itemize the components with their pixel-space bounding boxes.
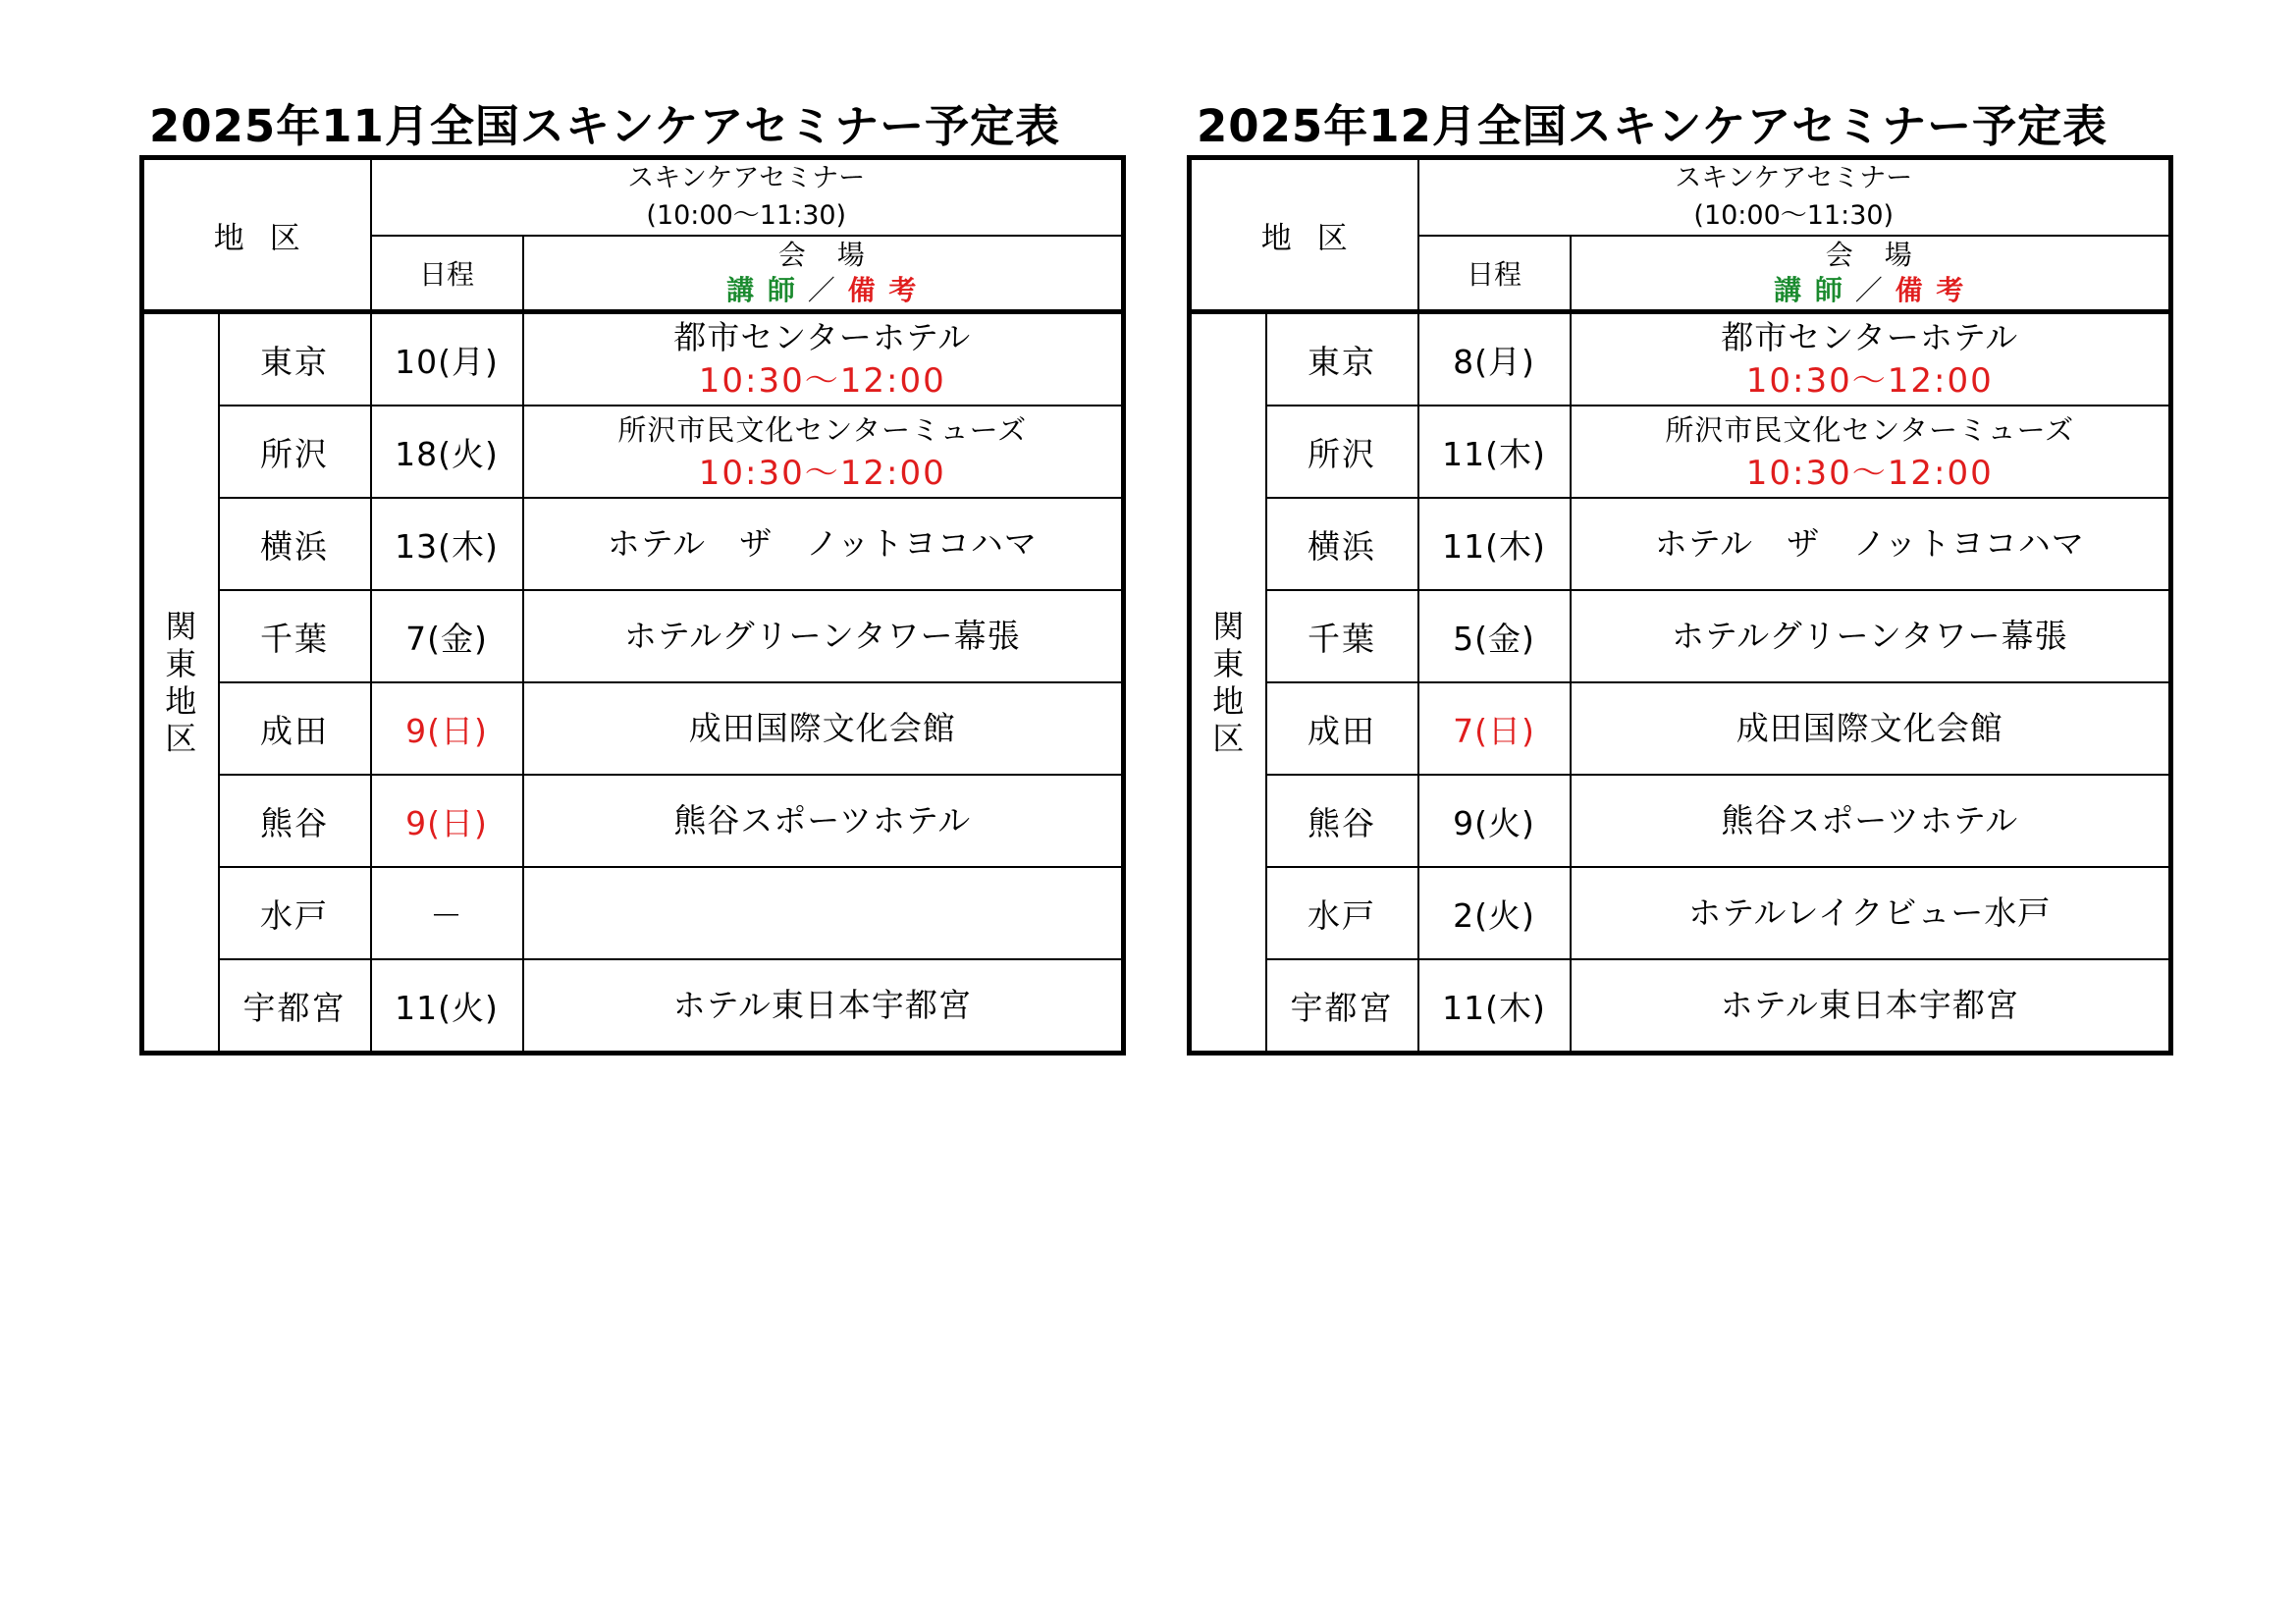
header-seminar: スキンケアセミナー (10:00～11:30) — [371, 158, 1124, 237]
city: 所沢 — [219, 406, 371, 498]
header-remarks: 備 考 — [847, 274, 919, 306]
header-area: 地区 — [142, 158, 371, 312]
city: 成田 — [1266, 682, 1418, 775]
date: 11(木) — [1418, 959, 1571, 1054]
header-venue: 会 場 講 師 ／ 備 考 — [1571, 236, 2171, 312]
venue: 都市センターホテル 10:30～12:00 — [523, 312, 1124, 406]
venue: 所沢市民文化センターミューズ 10:30～12:00 — [523, 406, 1124, 498]
session-time: 10:30～12:00 — [698, 454, 946, 493]
venue: ホテルグリーンタワー幕張 — [523, 590, 1124, 682]
venue: ホテル ザ ノットヨコハマ — [523, 498, 1124, 590]
date: 9(火) — [1418, 775, 1571, 867]
date: 9(日) — [371, 775, 523, 867]
session-time: 10:30～12:00 — [1745, 361, 1994, 401]
schedule-title: 2025年11月全国スキンケアセミナー予定表 — [149, 100, 1061, 152]
venue: 成田国際文化会館 — [523, 682, 1124, 775]
venue: ホテル ザ ノットヨコハマ — [1571, 498, 2171, 590]
date: 11(木) — [1418, 406, 1571, 498]
schedule-december — [1187, 98, 2174, 1056]
date: 11(火) — [371, 959, 523, 1054]
header-lecturer: 講 師 — [726, 274, 797, 306]
city: 東京 — [1266, 312, 1418, 406]
date: 13(木) — [371, 498, 523, 590]
date: 5(金) — [1418, 590, 1571, 682]
city: 熊谷 — [1266, 775, 1418, 867]
venue — [523, 867, 1124, 959]
schedule-table — [139, 155, 1126, 1056]
schedule-table — [1187, 155, 2173, 1056]
city: 熊谷 — [219, 775, 371, 867]
venue: 都市センターホテル 10:30～12:00 — [1571, 312, 2171, 406]
date: 7(金) — [371, 590, 523, 682]
date: － — [371, 867, 523, 959]
header-remarks: 備 考 — [1895, 274, 1966, 306]
city: 千葉 — [1266, 590, 1418, 682]
date: 11(木) — [1418, 498, 1571, 590]
schedule-november — [139, 98, 1127, 1056]
venue: 熊谷スポーツホテル — [523, 775, 1124, 867]
venue: ホテルグリーンタワー幕張 — [1571, 590, 2171, 682]
header-lecturer: 講 師 — [1774, 274, 1844, 306]
session-time: 10:30～12:00 — [698, 361, 946, 401]
date: 10(月) — [371, 312, 523, 406]
venue: 熊谷スポーツホテル — [1571, 775, 2171, 867]
date: 2(火) — [1418, 867, 1571, 959]
date: 18(火) — [371, 406, 523, 498]
header-date: 日程 — [1418, 236, 1571, 312]
venue: 所沢市民文化センターミューズ 10:30～12:00 — [1571, 406, 2171, 498]
city: 宇都宮 — [219, 959, 371, 1054]
city: 宇都宮 — [1266, 959, 1418, 1054]
city: 成田 — [219, 682, 371, 775]
date: 7(日) — [1418, 682, 1571, 775]
city: 千葉 — [219, 590, 371, 682]
city: 横浜 — [1266, 498, 1418, 590]
city: 水戸 — [1266, 867, 1418, 959]
region-cell: 関東地区 — [1190, 312, 1266, 1054]
region-cell: 関東地区 — [142, 312, 219, 1054]
city: 所沢 — [1266, 406, 1418, 498]
venue: ホテルレイクビュー水戸 — [1571, 867, 2171, 959]
city: 横浜 — [219, 498, 371, 590]
header-area: 地区 — [1190, 158, 1418, 312]
venue: ホテル東日本宇都宮 — [1571, 959, 2171, 1054]
date: 9(日) — [371, 682, 523, 775]
header-venue: 会 場 講 師 ／ 備 考 — [523, 236, 1124, 312]
session-time: 10:30～12:00 — [1745, 454, 1994, 493]
header-seminar: スキンケアセミナー (10:00～11:30) — [1418, 158, 2171, 237]
city: 東京 — [219, 312, 371, 406]
venue: ホテル東日本宇都宮 — [523, 959, 1124, 1054]
header-date: 日程 — [371, 236, 523, 312]
city: 水戸 — [219, 867, 371, 959]
venue: 成田国際文化会館 — [1571, 682, 2171, 775]
date: 8(月) — [1418, 312, 1571, 406]
schedule-title: 2025年12月全国スキンケアセミナー予定表 — [1197, 100, 2109, 152]
